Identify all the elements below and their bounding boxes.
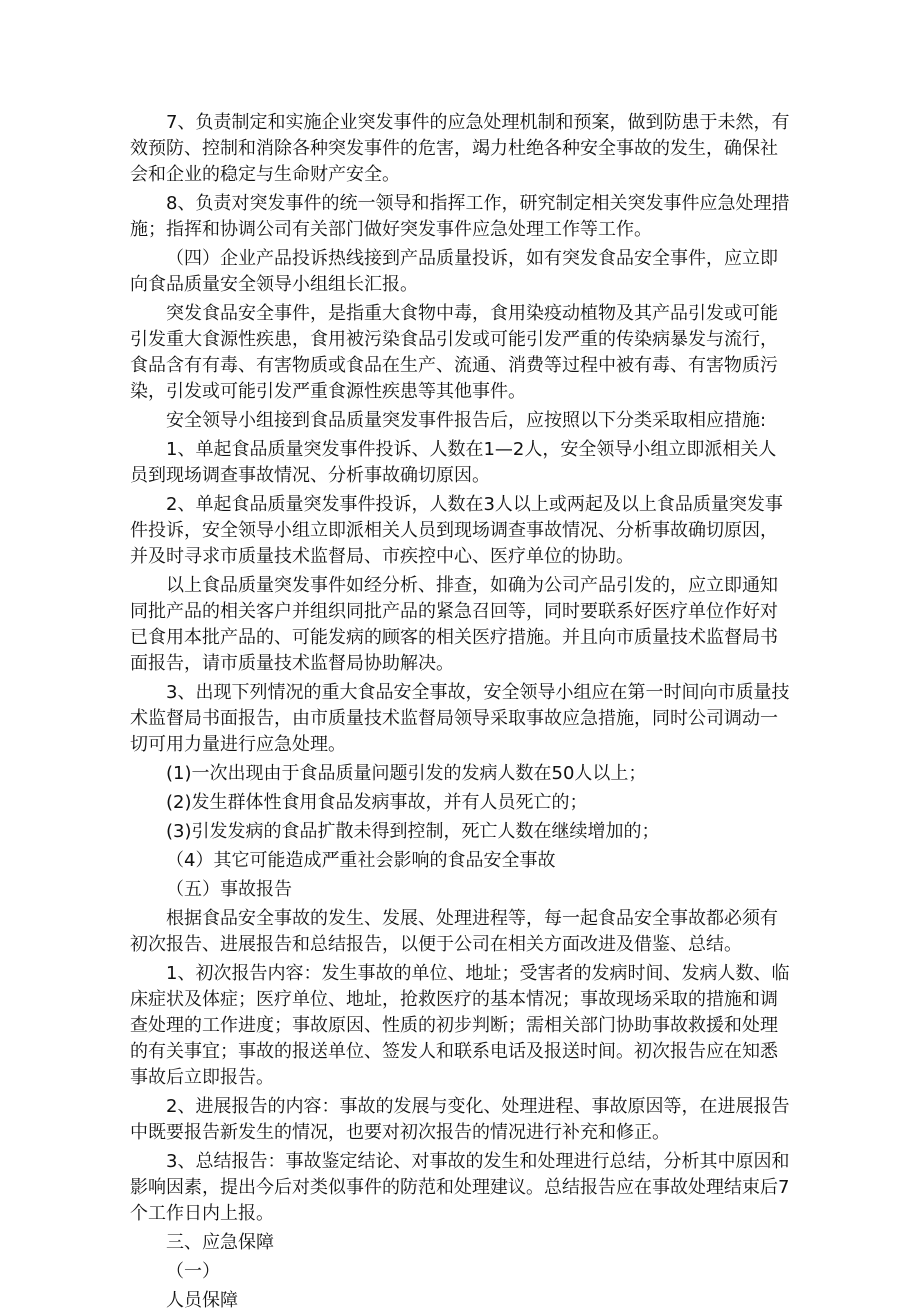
paragraph-initial-report: 1、初次报告内容：发生事故的单位、地址；受害者的发病时间、发病人数、临床症状及体症；医疗单位、地址，抢救医疗的基本情况；事故现场采取的措施和调查处理的工作进度；事故原因、性质的初步判断；需相关部门协助事故救援和处理的有关事宜；事故的报送单位、签发人和联系电话及报送时间。初次报告应在知悉事故后立即报告。 [130, 963, 790, 1088]
heading-subsection-1: （一） [166, 1261, 220, 1282]
heading-section-5: （五）事故报告 [166, 879, 292, 900]
paragraph-section-4: （四）企业产品投诉热线接到产品质量投诉，如有突发食品安全事件，应立即向食品质量安全领导小组组长汇报。 [130, 248, 778, 295]
paragraph-7-duty: 7、负责制定和实施企业突发事件的应急处理机制和预案，做到防患于未然，有效预防、控制和消除各种突发事件的危害，竭力杜绝各种安全事故的发生，确保社会和企业的稳定与生命财产安全。 [130, 112, 790, 185]
document-body [130, 110, 790, 1314]
paragraph-case-3: 3、出现下列情况的重大食品安全事故，安全领导小组应在第一时间向市质量技术监督局书面报告，由市质量技术监督局领导采取事故应急措施，同时公司调动一切可用力量进行应急处理。 [130, 682, 790, 755]
paragraph-item-1: (1)一次出现由于食品质量问题引发的发病人数在50人以上； [166, 763, 647, 784]
heading-emergency-support: 三、应急保障 [166, 1232, 274, 1253]
paragraph-definition: 突发食品安全事件，是指重大食物中毒，食用染疫动植物及其产品引发或可能引发重大食源性疾患，食用被污染食品引发或可能引发严重的传染病暴发与流行，食品含有有毒、有害物质或食品在生产、流通、消费等过程中被有毒、有害物质污染，引发或可能引发严重食源性疾患等其他事件。 [130, 303, 778, 402]
paragraph-case-2: 2、单起食品质量突发事件投诉，人数在3人以上或两起及以上食品质量突发事件投诉，安全领导小组立即派相关人员到现场调查事故情况、分析事故确切原因，并及时寻求市质量技术监督局、市疾控中心、医疗单位的协助。 [130, 494, 783, 567]
paragraph-summary-report: 3、总结报告：事故鉴定结论、对事故的发生和处理进行总结，分析其中原因和影响因素，提出今后对类似事件的防范和处理建议。总结报告应在事故处理结束后7个工作日内上报。 [130, 1151, 790, 1224]
paragraph-case-1: 1、单起食品质量突发事件投诉、人数在1—2人，安全领导小组立即派相关人员到现场调查事故情况、分析事故确切原因。 [130, 439, 777, 486]
paragraph-progress-report: 2、进展报告的内容：事故的发展与变化、处理进程、事故原因等，在进展报告中既要报告新发生的情况，也要对初次报告的情况进行补充和修正。 [130, 1096, 790, 1143]
heading-personnel-support: 人员保障 [166, 1290, 238, 1311]
paragraph-recall: 以上食品质量突发事件如经分析、排查，如确为公司产品引发的，应立即通知同批产品的相关客户并组织同批产品的紧急召回等，同时要联系好医疗单位作好对已食用本批产品的、可能发病的顾客的相关医疗措施。并且向市质量技术监督局书面报告，请市质量技术监督局协助解决。 [130, 575, 778, 674]
paragraph-classification-intro: 安全领导小组接到食品质量突发事件报告后，应按照以下分类采取相应措施: [166, 410, 767, 431]
paragraph-item-3: (3)引发发病的食品扩散未得到控制，死亡人数在继续增加的； [166, 821, 660, 842]
paragraph-report-intro: 根据食品安全事故的发生、发展、处理进程等，每一起食品安全事故都必须有初次报告、进展报告和总结报告，以便于公司在相关方面改进及借鉴、总结。 [130, 908, 778, 955]
paragraph-item-4: （4）其它可能造成严重社会影响的食品安全事故 [166, 850, 556, 871]
paragraph-8-duty: 8、负责对突发事件的统一领导和指挥工作，研究制定相关突发事件应急处理措施；指挥和协调公司有关部门做好突发事件应急处理工作等工作。 [130, 193, 790, 240]
paragraph-item-2: (2)发生群体性食用食品发病事故，并有人员死亡的； [166, 792, 588, 813]
